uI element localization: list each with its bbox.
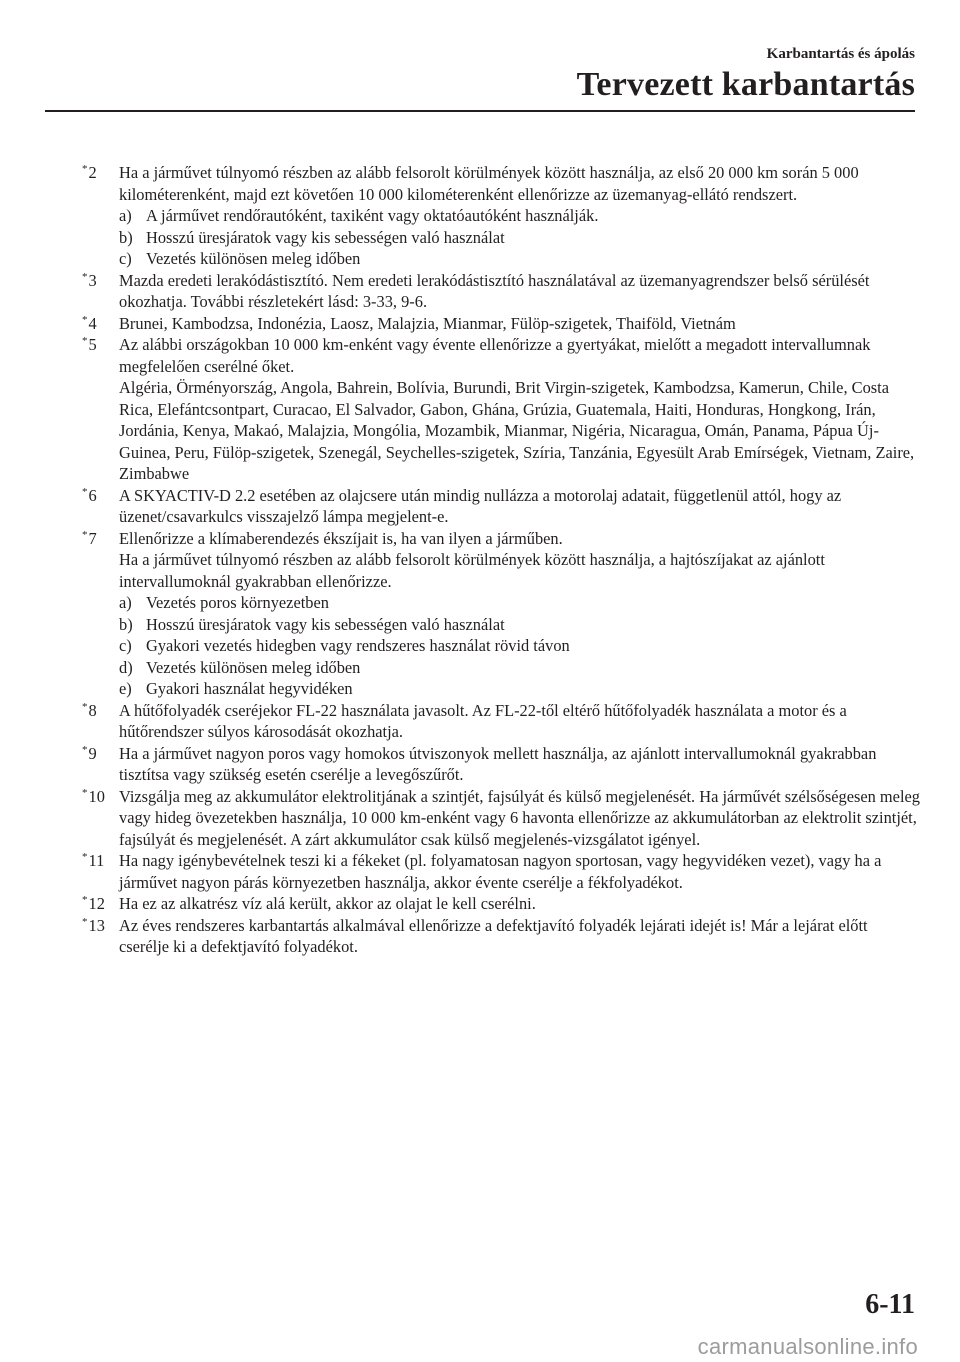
footnote-number — [82, 893, 105, 915]
list-item-text: Vezetés poros környezetben — [146, 593, 329, 612]
footnote-text: Algéria, Örményország, Angola, Bahrein, Bolívia, Burundi, Brit Virgin-szigetek, Kambodzsa, Kamerun, Chile, Costa Rica, Elefántcsontpart, Curacao, El Salvador, Gabon, Ghána, Grúzia, Guatemala, Haiti, Honduras, Hongkong, Irán, Jordánia, Kenya, Makaó, Malajzia, Mongólia, Mozambik, Mianmar, Nigéria, Nicaragua, Omán, Panama, Pápua Új-Guinea, Peru, Fülöp-szigetek, Szenegál, Seychelles-szigetek, Szíria, Tanzánia, Egyesült Arab Emírségek, Vietnam, Zaire, Zimbabwe — [119, 378, 915, 483]
list-item-label: c) — [119, 636, 132, 655]
list-item-label: e) — [119, 679, 132, 698]
footnote — [82, 850, 920, 893]
footnote-marker: * — [82, 313, 88, 326]
footnote — [82, 700, 920, 743]
footnote — [82, 893, 920, 915]
list-item-label: b) — [119, 614, 133, 634]
footnote-id: 8 — [88, 700, 97, 720]
footnote-id: 3 — [88, 270, 97, 290]
footnote-marker: * — [82, 894, 88, 906]
footnote-marker: * — [82, 485, 88, 498]
footnote — [82, 334, 920, 485]
footnote-id: 5 — [88, 335, 97, 354]
footnote-marker: * — [82, 528, 88, 541]
footnote-number — [82, 270, 97, 292]
footnote-text: Az éves rendszeres karbantartás alkalmával ellenőrizze a defektjavító folyadék lejárati idejét is! Már a lejárat előtt cserélje ki a defektjavító folyadékot. — [119, 915, 868, 956]
list-item — [119, 205, 920, 227]
watermark: carmanualsonline.info — [697, 1334, 918, 1359]
footnote-number — [82, 700, 97, 722]
footnote-marker: * — [82, 851, 88, 863]
footnote-id: 11 — [88, 851, 105, 870]
footnote-text: Vizsgálja meg az akkumulátor elektrolitjának a szintjét, fajsúlyát és külső megjelenését. Ha járművét szélsőségesen meleg vagy hideg övezetekben használja, 10 000 km-enként vagy 6 havonta ellenőrizze az akkumulátorban az elektrolit szintjét, fajsúlyát és megjelenését. A zárt akkumulátor csak külső megjelenés-vizsgálatot igényel. — [119, 786, 920, 849]
list-item-text: Hosszú üresjáratok vagy kis sebességen való használat — [146, 614, 505, 634]
footnote — [82, 528, 920, 700]
list-item — [119, 678, 920, 700]
footnote — [82, 915, 920, 958]
footnote-number — [82, 850, 104, 872]
page-header — [577, 45, 915, 105]
footnote-number — [82, 528, 97, 550]
list-item-label: a) — [119, 593, 132, 612]
footnote-text: Ha a járművet nagyon poros vagy homokos útviszonyok mellett használja, az ajánlott intervallumoknál gyakrabban tisztítsa vagy szükség esetén cserélje a levegőszűrőt. — [119, 743, 877, 784]
footnote-number — [82, 162, 97, 184]
list-item — [119, 614, 920, 636]
footnote-number — [82, 485, 97, 507]
footnote-list — [82, 162, 920, 958]
list-item-label: c) — [119, 249, 132, 268]
footnote-id: 2 — [88, 163, 97, 182]
footnote-text: Az alábbi országokban 10 000 km-enként vagy évente ellenőrizze a gyertyákat, mielőtt a megadott intervallumnak megfelelően cserélné őket. — [119, 335, 871, 376]
footnote — [82, 485, 920, 528]
list-item — [119, 657, 920, 679]
footnote-id: 6 — [88, 485, 97, 505]
footnote-number — [82, 915, 105, 937]
list-item — [119, 592, 920, 614]
footnote-id: 4 — [88, 313, 97, 333]
list-item-label: a) — [119, 206, 132, 225]
section-title: Karbantartás és ápolás — [766, 46, 915, 62]
footnote-text: Brunei, Kambodzsa, Indonézia, Laosz, Malajzia, Mianmar, Fülöp-szigetek, Thaiföld, Vietnám — [119, 313, 736, 333]
footnote-text: Ellenőrizze a klímaberendezés ékszíjait is, ha van ilyen a járműben. — [119, 528, 563, 548]
footnote-marker: * — [82, 270, 88, 283]
footnote-number — [82, 313, 97, 335]
footnote-id: 9 — [88, 743, 97, 763]
list-item — [119, 248, 920, 270]
footnote-id: 7 — [88, 528, 97, 548]
footnote — [82, 270, 920, 313]
footnote-number — [82, 743, 97, 765]
list-item — [119, 227, 920, 249]
footnote-text: Ha a járművet túlnyomó részben az alább felsorolt körülmények között használja, a hajtószíjakat az ajánlott intervallumoknál gyakrabban ellenőrizze. — [119, 550, 825, 591]
footnote-text: Ha nagy igénybevételnek teszi ki a fékeket (pl. folyamatosan nagyon sportosan, vagy hegyvidéken vezet), vagy ha a járművet nagyon párás környezetben használja, akkor évente cserélje a fékfolyadékot. — [119, 851, 882, 892]
footnote-text: A hűtőfolyadék cseréjekor FL-22 használata javasolt. Az FL-22-től eltérő hűtőfolyadék használata a motor és a hűtőrendszer súlyos károsodását okozhatja. — [119, 700, 847, 741]
footnote-text: Ha a járművet túlnyomó részben az alább felsorolt körülmények között használja, az első 20 000 km során 5 000 kilométerenként, majd ezt követően 10 000 kilométerenként ellenőrizze az üzemanyag-ellátó rendszert. — [119, 163, 859, 204]
list-item-text: Hosszú üresjáratok vagy kis sebességen való használat — [146, 227, 505, 247]
footnote — [82, 162, 920, 270]
page-number: 6-11 — [865, 1289, 915, 1320]
list-item-label: d) — [119, 657, 133, 677]
footnote — [82, 786, 920, 851]
list-item-label: b) — [119, 227, 133, 247]
list-item-text: Vezetés különösen meleg időben — [146, 657, 361, 677]
footnote-text: Ha ez az alkatrész víz alá került, akkor az olajat le kell cserélni. — [119, 894, 536, 913]
page-title: Tervezett karbantartás — [576, 66, 915, 103]
footnote-marker: * — [82, 786, 88, 799]
list-item-text: Gyakori vezetés hidegben vagy rendszeres használat rövid távon — [146, 636, 570, 655]
footnote — [82, 743, 920, 786]
footnote-id: 10 — [88, 786, 105, 806]
footnote-id: 13 — [88, 915, 105, 935]
footnote-marker: * — [82, 335, 88, 347]
header-rule — [45, 110, 915, 112]
footnote-marker: * — [82, 743, 88, 756]
footnote-number — [82, 786, 105, 808]
footnote-marker: * — [82, 915, 88, 928]
list-item — [119, 635, 920, 657]
footnote-marker: * — [82, 163, 88, 175]
list-item-text: A járművet rendőrautóként, taxiként vagy oktatóautóként használják. — [146, 206, 599, 225]
list-item-text: Vezetés különösen meleg időben — [146, 249, 361, 268]
list-item-text: Gyakori használat hegyvidéken — [146, 679, 353, 698]
footnote-marker: * — [82, 700, 88, 713]
footnote-number — [82, 334, 97, 356]
footnote-text: Mazda eredeti lerakódástisztító. Nem eredeti lerakódástisztító használatával az üzemanyagrendszer belső sérülését okozhatja. További részletekért lásd: 3-33, 9-6. — [119, 270, 870, 311]
footnote — [82, 313, 920, 335]
footnote-id: 12 — [88, 894, 105, 913]
footnote-text: A SKYACTIV-D 2.2 esetében az olajcsere után mindig nullázza a motorolaj adatait, függetlenül attól, hogy az üzenet/csavarkulcs visszajelző lámpa megjelent-e. — [119, 485, 842, 526]
